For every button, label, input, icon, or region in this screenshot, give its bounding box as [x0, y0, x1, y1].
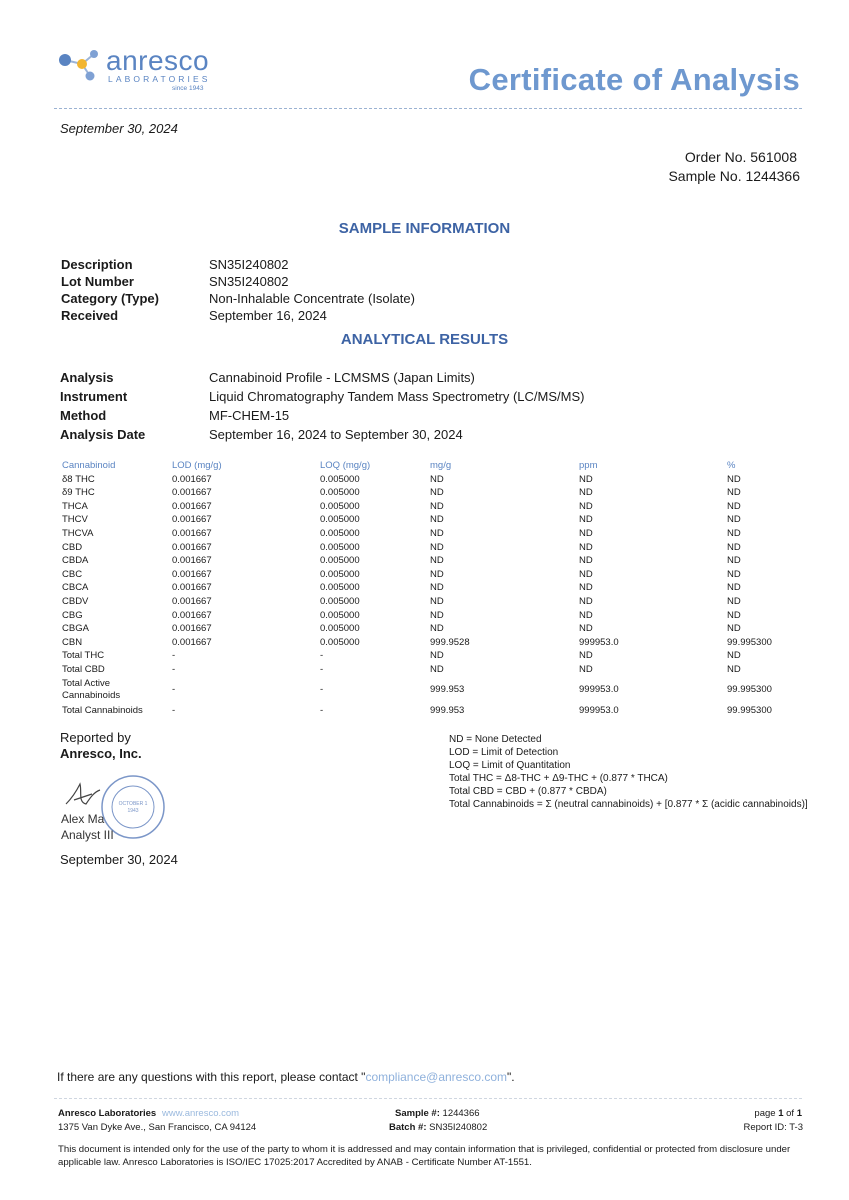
table-cell: ND — [579, 595, 593, 607]
table-cell: - — [172, 704, 176, 716]
table-cell: 999953.0 — [579, 636, 619, 648]
table-cell: ND — [727, 663, 741, 675]
table-cell: Total Active Cannabinoids — [62, 677, 121, 701]
legend-item: Total CBD = CBD + (0.877 * CBDA) — [449, 786, 607, 797]
table-header — [60, 460, 780, 474]
table-row — [60, 555, 780, 569]
table-cell: 0.005000 — [320, 568, 360, 580]
analysis-value: Liquid Chromatography Tandem Mass Spectrometry (LC/MS/MS) — [209, 389, 585, 404]
table-row — [60, 528, 780, 542]
footer-batch-value: SN35I240802 — [429, 1122, 488, 1133]
table-cell: 0.005000 — [320, 541, 360, 553]
column-header: LOQ (mg/g) — [320, 460, 371, 471]
table-row — [60, 650, 780, 664]
table-cell: 0.005000 — [320, 555, 360, 567]
contact-email-link[interactable]: compliance@anresco.com — [365, 1070, 508, 1084]
table-cell: ND — [579, 514, 593, 526]
table-cell: - — [172, 683, 176, 695]
table-cell: ND — [579, 500, 593, 512]
analyst-title: Analyst III — [61, 828, 114, 842]
table-cell: ND — [430, 663, 444, 675]
info-value: Non-Inhalable Concentrate (Isolate) — [209, 291, 415, 306]
table-cell: ND — [430, 650, 444, 662]
footer-batch-label: Batch #: — [389, 1122, 427, 1133]
contact-prefix: If there are any questions with this report, please contact " — [57, 1070, 366, 1084]
table-cell: 0.001667 — [172, 568, 212, 580]
table-cell: 0.001667 — [172, 582, 212, 594]
reported-by-label: Reported by — [60, 730, 131, 745]
seal-year: 1943 — [127, 808, 139, 814]
table-cell: - — [320, 683, 324, 695]
table-cell: 0.001667 — [172, 541, 212, 553]
footer-divider — [54, 1098, 802, 1099]
info-value: SN35I240802 — [209, 274, 289, 289]
page-of: of — [786, 1108, 795, 1119]
column-header: LOD (mg/g) — [172, 460, 222, 471]
logo-molecule-icon — [56, 46, 104, 82]
table-cell: 999953.0 — [579, 683, 619, 695]
table-cell: Total Cannabinoids — [62, 704, 143, 716]
table-cell: ND — [579, 527, 593, 539]
reported-company: Anresco, Inc. — [60, 746, 142, 761]
table-cell: 0.001667 — [172, 514, 212, 526]
table-cell: ND — [430, 555, 444, 567]
table-cell: ND — [727, 595, 741, 607]
table-cell: 0.001667 — [172, 609, 212, 621]
table-cell: ND — [579, 487, 593, 499]
table-cell: Total THC — [62, 650, 105, 662]
table-cell: ND — [579, 663, 593, 675]
table-row — [60, 596, 780, 610]
table-cell: δ9 THC — [62, 487, 95, 499]
table-cell: - — [172, 663, 176, 675]
table-cell: ND — [430, 500, 444, 512]
table-cell: ND — [579, 623, 593, 635]
analytical-heading: ANALYTICAL RESULTS — [340, 331, 509, 348]
table-cell: 999.953 — [430, 704, 465, 716]
results-table — [60, 460, 780, 718]
table-cell: 0.005000 — [320, 609, 360, 621]
table-cell: 0.001667 — [172, 636, 212, 648]
brand-subtitle: LABORATORIES — [108, 74, 211, 84]
table-cell: - — [320, 704, 324, 716]
table-cell: ND — [579, 568, 593, 580]
brand-name: anresco — [106, 45, 210, 76]
page-total: 1 — [796, 1108, 802, 1119]
footer-sample — [395, 1108, 480, 1119]
table-row — [60, 637, 780, 651]
analysis-label: Analysis — [60, 370, 114, 385]
analysis-label: Analysis Date — [60, 427, 146, 442]
table-cell: 999.953 — [430, 683, 465, 695]
table-cell: CBDV — [62, 595, 89, 607]
table-cell: 0.005000 — [320, 595, 360, 607]
sample-info-heading: SAMPLE INFORMATION — [338, 220, 511, 237]
page-title: Certificate of Analysis — [468, 62, 800, 97]
seal-date: OCTOBER 1 — [118, 801, 148, 807]
table-cell: ND — [727, 609, 741, 621]
table-cell: ND — [430, 595, 444, 607]
table-cell: ND — [727, 623, 741, 635]
table-cell: ND — [579, 555, 593, 567]
column-header: ppm — [579, 460, 598, 471]
table-cell: ND — [727, 514, 741, 526]
info-value: SN35I240802 — [209, 257, 289, 272]
table-cell: ND — [430, 487, 444, 499]
table-cell: CBG — [62, 609, 83, 621]
table-cell: ND — [430, 541, 444, 553]
page-prefix: page — [754, 1108, 776, 1119]
brand-since: since 1943 — [172, 85, 204, 92]
table-cell: ND — [727, 555, 741, 567]
page-current: 1 — [778, 1108, 784, 1119]
table-cell: 0.005000 — [320, 500, 360, 512]
table-row — [60, 501, 780, 515]
table-cell: THCV — [62, 514, 88, 526]
legend-item: LOQ = Limit of Quantitation — [449, 760, 571, 771]
table-row — [60, 705, 780, 719]
table-cell: ND — [727, 582, 741, 594]
table-cell: ND — [727, 541, 741, 553]
table-cell: 0.005000 — [320, 487, 360, 499]
table-cell: ND — [579, 650, 593, 662]
table-cell: ND — [727, 568, 741, 580]
table-cell: 99.995300 — [727, 704, 772, 716]
legend-item: ND = None Detected — [449, 734, 542, 745]
analyst-name: Alex Ma — [61, 812, 105, 826]
table-cell: CBD — [62, 541, 83, 553]
analysis-value: Cannabinoid Profile - LCMSMS (Japan Limits) — [209, 370, 475, 385]
footer-disclaimer: This document is intended only for the use of the party to whom it is addressed and may contain information that is privileged, confidential or protected from disclosure under applicable law. Anresco Laboratories is ISO/IEC 17025:2017 Accredited by ANAB - Certificate Number AT-1551. — [58, 1144, 791, 1168]
table-cell: CBC — [62, 568, 83, 580]
table-cell: ND — [727, 527, 741, 539]
footer-website-link[interactable]: www.anresco.com — [162, 1108, 240, 1119]
table-cell: ND — [430, 514, 444, 526]
table-cell: ND — [579, 473, 593, 485]
info-label: Description — [61, 257, 133, 272]
table-cell: CBCA — [62, 582, 89, 594]
analysis-label: Method — [60, 408, 107, 423]
table-row — [60, 582, 780, 596]
table-row — [60, 678, 780, 705]
table-cell: 0.001667 — [172, 527, 212, 539]
info-value: September 16, 2024 — [209, 308, 327, 323]
table-cell: 0.005000 — [320, 636, 360, 648]
table-cell: 0.001667 — [172, 500, 212, 512]
legend-item: LOD = Limit of Detection — [449, 747, 559, 758]
table-cell: ND — [579, 609, 593, 621]
contact-line — [57, 1070, 515, 1084]
table-row — [60, 514, 780, 528]
table-cell: 999953.0 — [579, 704, 619, 716]
table-cell: 0.001667 — [172, 623, 212, 635]
table-row — [60, 474, 780, 488]
order-number: Order No. 561008 — [684, 149, 797, 165]
table-cell: - — [320, 663, 324, 675]
table-cell: CBDA — [62, 555, 89, 567]
table-cell: 99.995300 — [727, 683, 772, 695]
table-row — [60, 487, 780, 501]
table-cell: ND — [430, 609, 444, 621]
table-cell: 99.995300 — [727, 636, 772, 648]
table-cell: - — [320, 650, 324, 662]
table-cell: ND — [727, 500, 741, 512]
table-cell: ND — [727, 487, 741, 499]
table-body — [60, 474, 780, 719]
table-cell: 0.005000 — [320, 527, 360, 539]
table-cell: 0.005000 — [320, 473, 360, 485]
table-cell: 999.9528 — [430, 636, 470, 648]
table-cell: THCVA — [62, 527, 94, 539]
table-cell: 0.005000 — [320, 623, 360, 635]
table-cell: 0.001667 — [172, 555, 212, 567]
contact-suffix: ". — [507, 1070, 515, 1084]
table-row — [60, 664, 780, 678]
analysis-label: Instrument — [60, 389, 128, 404]
sample-number: Sample No. 1244366 — [668, 168, 800, 184]
table-cell: 0.001667 — [172, 595, 212, 607]
column-header: Cannabinoid — [62, 460, 116, 471]
analysis-value: MF-CHEM-15 — [209, 408, 290, 423]
footer-sample-label: Sample #: — [395, 1108, 440, 1119]
legend-item: Total Cannabinoids = Σ (neutral cannabinoids) + [0.877 * Σ (acidic cannabinoids)] — [449, 799, 808, 810]
table-row — [60, 569, 780, 583]
footer-address: 1375 Van Dyke Ave., San Francisco, CA 94124 — [58, 1122, 257, 1133]
table-cell: THCA — [62, 500, 88, 512]
analysis-value: September 16, 2024 to September 30, 2024 — [209, 427, 463, 442]
info-label: Category (Type) — [61, 291, 159, 306]
table-cell: ND — [430, 623, 444, 635]
legend-item: Total THC = Δ8-THC + Δ9-THC + (0.877 * THCA) — [449, 773, 668, 784]
table-cell: 0.005000 — [320, 514, 360, 526]
table-cell: ND — [430, 582, 444, 594]
table-row — [60, 623, 780, 637]
footer-batch — [389, 1122, 487, 1133]
table-cell: ND — [430, 527, 444, 539]
column-header: mg/g — [430, 460, 452, 471]
footer-report-id: Report ID: T-3 — [743, 1122, 803, 1133]
table-cell: Total CBD — [62, 663, 105, 675]
table-cell: ND — [579, 541, 593, 553]
report-date: September 30, 2024 — [60, 121, 178, 136]
column-header: % — [727, 460, 736, 471]
table-cell: ND — [430, 568, 444, 580]
info-label: Received — [61, 308, 119, 323]
table-cell: ND — [579, 582, 593, 594]
table-cell: 0.005000 — [320, 582, 360, 594]
table-cell: - — [172, 650, 176, 662]
footer-company: Anresco Laboratories — [58, 1108, 157, 1119]
table-cell: ND — [727, 473, 741, 485]
table-row — [60, 610, 780, 624]
header-divider — [54, 108, 802, 109]
signature-date: September 30, 2024 — [60, 852, 178, 867]
info-label: Lot Number — [61, 274, 134, 289]
footer-sample-value: 1244366 — [442, 1108, 480, 1119]
table-row — [60, 542, 780, 556]
table-cell: 0.001667 — [172, 487, 212, 499]
table-cell: CBN — [62, 636, 83, 648]
table-cell: ND — [727, 650, 741, 662]
footer-page — [754, 1108, 802, 1119]
table-cell: 0.001667 — [172, 473, 212, 485]
table-cell: δ8 THC — [62, 473, 95, 485]
table-cell: CBGA — [62, 623, 89, 635]
table-cell: ND — [430, 473, 444, 485]
